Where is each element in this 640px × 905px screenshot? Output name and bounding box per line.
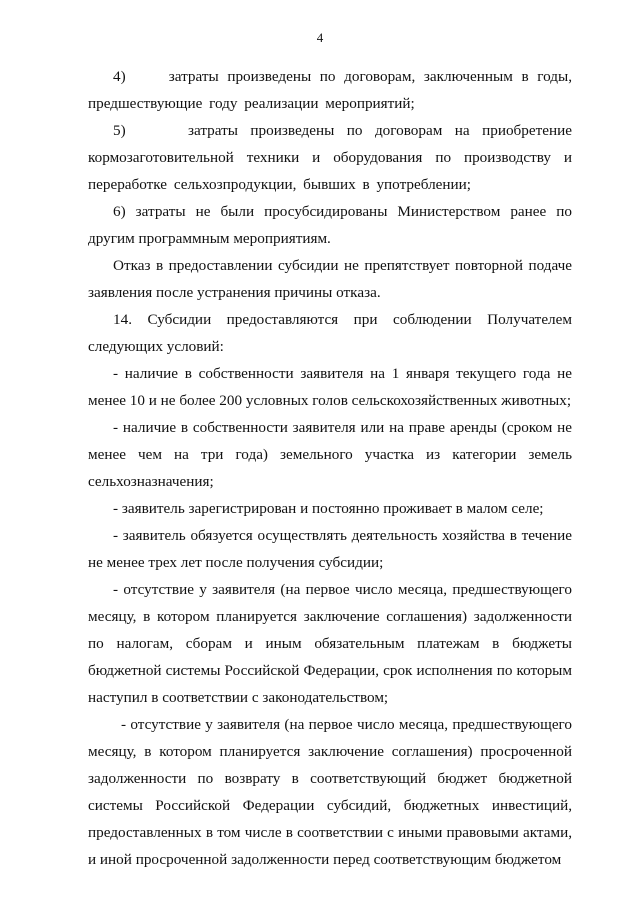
condition-land: - наличие в собственности заявителя или на праве аренды (сроком не менее чем на три года) земельного участка из категории земель сельхозназначения;	[88, 419, 572, 490]
document-body	[88, 63, 572, 873]
condition-residence: - заявитель зарегистрирован и постоянно проживает в малом селе;	[113, 500, 544, 517]
paragraph-refusal-note: Отказ в предоставлении субсидии не препятствует повторной подаче заявления после устранения причины отказа.	[88, 257, 572, 301]
condition-no-tax-debt: - отсутствие у заявителя (на первое число месяца, предшествующего месяцу, в котором планируется заключение соглашения) задолженности по налогам, сборам и иным обязательным платежам в бюджеты бюджетной системы Российской Федерации, срок исполнения по которым наступил в соответствии с законодательством;	[88, 581, 572, 706]
condition-activity-term: - заявитель обязуется осуществлять деятельность хозяйства в течение не менее трех лет после получения субсидии;	[88, 527, 572, 571]
paragraph-item-5: 5) затраты произведены по договорам на приобретение кормозаготовительной техники и оборудования по производству и переработке сельхозпродукции, бывших в употреблении;	[88, 122, 572, 193]
paragraph-clause-14: 14. Субсидии предоставляются при соблюдении Получателем следующих условий:	[88, 311, 572, 355]
condition-no-overdue-debt: - отсутствие у заявителя (на первое число месяца, предшествующего месяцу, в котором планируется заключение соглашения) просроченной задолженности по возврату в соответствующий бюджет бюджетной системы Российской Федерации субсидий, бюджетных инвестиций, предоставленных в том числе в соответствии с иными правовыми актами, и иной просроченной задолженности перед соответствующим бюджетом	[88, 716, 572, 868]
condition-livestock: - наличие в собственности заявителя на 1 января текущего года не менее 10 и не более 200 условных голов сельскохозяйственных животных;	[88, 365, 572, 409]
page-number: 4	[316, 30, 324, 45]
paragraph-item-4: 4) затраты произведены по договорам, заключенным в годы, предшествующие году реализации мероприятий;	[88, 68, 572, 112]
paragraph-item-6: 6) затраты не были просубсидированы Министерством ранее по другим программным мероприятиям.	[88, 203, 572, 247]
